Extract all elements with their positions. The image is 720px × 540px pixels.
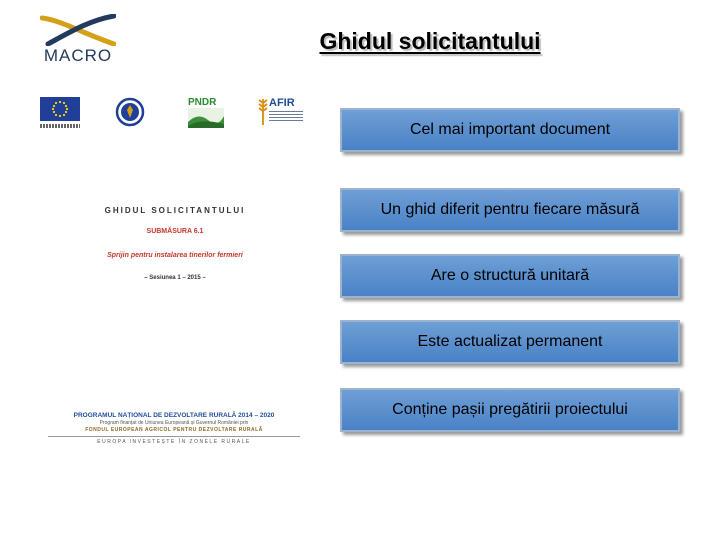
doc-cover-title: GHIDUL SOLICITANTULUI: [104, 206, 246, 215]
footer-financing: Program finanțat de Uniunea Europeană și Guvernul României prin: [99, 420, 249, 426]
macro-logo-icon: [40, 14, 116, 46]
pndr-label: PNDR: [188, 97, 217, 108]
info-box-label: Conține pașii pregătirii proiectului: [392, 401, 628, 418]
page-title: Ghidul solicitantului: [319, 28, 541, 54]
footer-program: PROGRAMUL NAȚIONAL DE DEZVOLTARE RURALĂ 2014 – 2020: [73, 412, 275, 419]
government-seal-icon: [115, 97, 145, 131]
doc-cover-session: – Sesiunea 1 – 2015 –: [144, 275, 206, 281]
eu-flag-logo: [40, 97, 80, 131]
info-box: [340, 254, 680, 298]
info-box-label: Cel mai important document: [409, 121, 611, 138]
info-box: [340, 320, 680, 364]
info-box: [340, 188, 680, 232]
doc-cover-description: Sprijin pentru instalarea tinerilor fermieri: [107, 252, 243, 259]
info-box: [340, 108, 680, 152]
afir-label: AFIR: [269, 97, 295, 109]
logo-text: MACRO: [43, 46, 113, 65]
doc-cover-footer: [48, 412, 300, 454]
footer-divider: [48, 436, 300, 437]
pndr-logo: [188, 97, 224, 131]
eu-flag-icon: [40, 97, 80, 121]
info-box: [340, 388, 680, 432]
government-logo: [115, 97, 145, 131]
info-box-label: Un ghid diferit pentru fiecare măsură: [380, 201, 640, 218]
doc-cover-submeasure: SUBMĂSURA 6.1: [146, 228, 204, 235]
afir-logo: [257, 97, 305, 131]
info-box-label: Este actualizat permanent: [417, 333, 603, 350]
macro-logo: [38, 14, 118, 66]
afir-subtitle: [269, 111, 303, 121]
footer-fund: FONDUL EUROPEAN AGRICOL PENTRU DEZVOLTARE RURALĂ: [85, 427, 263, 433]
pndr-landscape-icon: [188, 108, 224, 128]
afir-wheat-icon: [257, 97, 269, 127]
info-box-label: Are o structură unitară: [430, 267, 590, 284]
eu-caption: [40, 124, 80, 128]
footer-slogan: EUROPA INVESTEȘTE ÎN ZONELE RURALE: [97, 439, 251, 445]
